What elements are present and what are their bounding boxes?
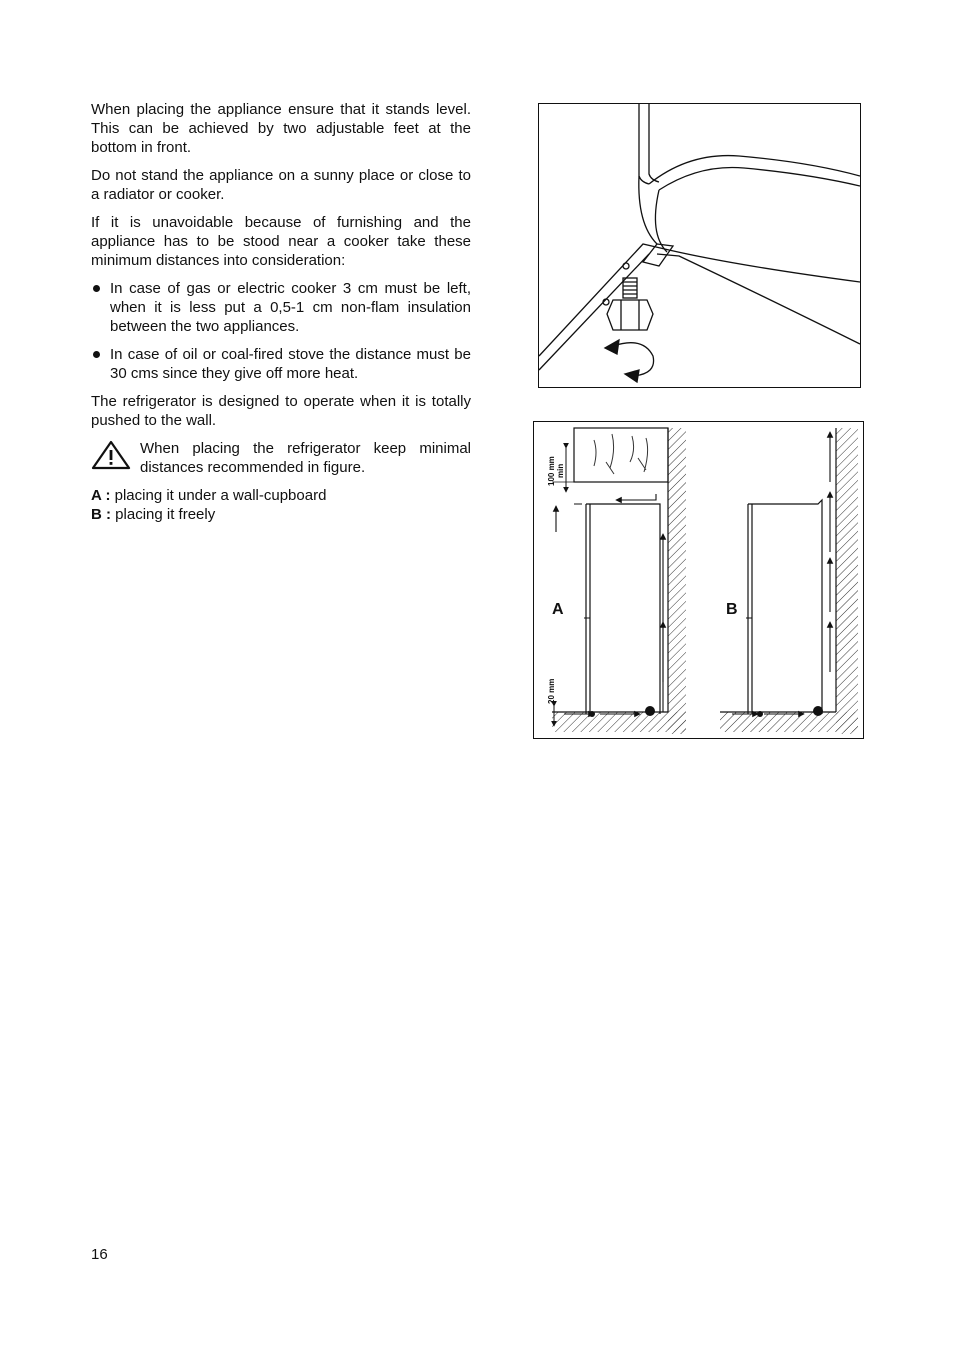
legend-b-text: placing it freely: [115, 506, 216, 523]
panel-a-drawing: [552, 428, 686, 734]
panel-a-label: A: [552, 601, 564, 618]
legend-a-key: A :: [91, 487, 111, 504]
adjustable-foot-drawing: [539, 104, 860, 387]
warning-text: When placing the refrigerator keep minimal distances recommended in figure.: [140, 440, 471, 476]
page-number: 16: [91, 1246, 108, 1263]
legend-a: [91, 486, 471, 505]
warning-note: [91, 439, 471, 477]
paragraph-cooker: If it is unavoidable because of furnishing and the appliance has to be stood near a cooker take these minimum distances into consideration:: [91, 214, 471, 269]
legend-b: [91, 505, 471, 524]
dimension-top-min-label: min: [556, 463, 565, 478]
panel-b-drawing: [720, 428, 858, 734]
paragraph-sunny: Do not stand the appliance on a sunny place or close to a radiator or cooker.: [91, 167, 471, 203]
distance-list: [91, 279, 471, 383]
installation-distances-figure: [533, 421, 864, 739]
warning-triangle-icon: [91, 440, 131, 470]
list-item: In case of gas or electric cooker 3 cm must be left, when it is less put a 0,5-1 cm non-flam insulation between the two appliances.: [91, 279, 471, 336]
dimension-top-label: 100 mm: [547, 456, 556, 486]
legend-b-key: B :: [91, 506, 111, 523]
list-item: In case of oil or coal-fired stove the distance must be 30 cms since they give off more heat.: [91, 345, 471, 383]
panel-b-label: B: [726, 601, 738, 618]
installation-distances-drawing: [534, 422, 863, 738]
adjustable-foot-figure: [538, 103, 861, 388]
paragraph-wall: The refrigerator is designed to operate when it is totally pushed to the wall.: [91, 393, 471, 429]
legend-a-text: placing it under a wall-cupboard: [114, 487, 327, 504]
dimension-bottom-label: 20 mm: [547, 678, 556, 704]
paragraph-level: When placing the appliance ensure that it stands level. This can be achieved by two adjustable feet at the bottom in front.: [91, 101, 471, 156]
instructions-text: [91, 100, 471, 524]
